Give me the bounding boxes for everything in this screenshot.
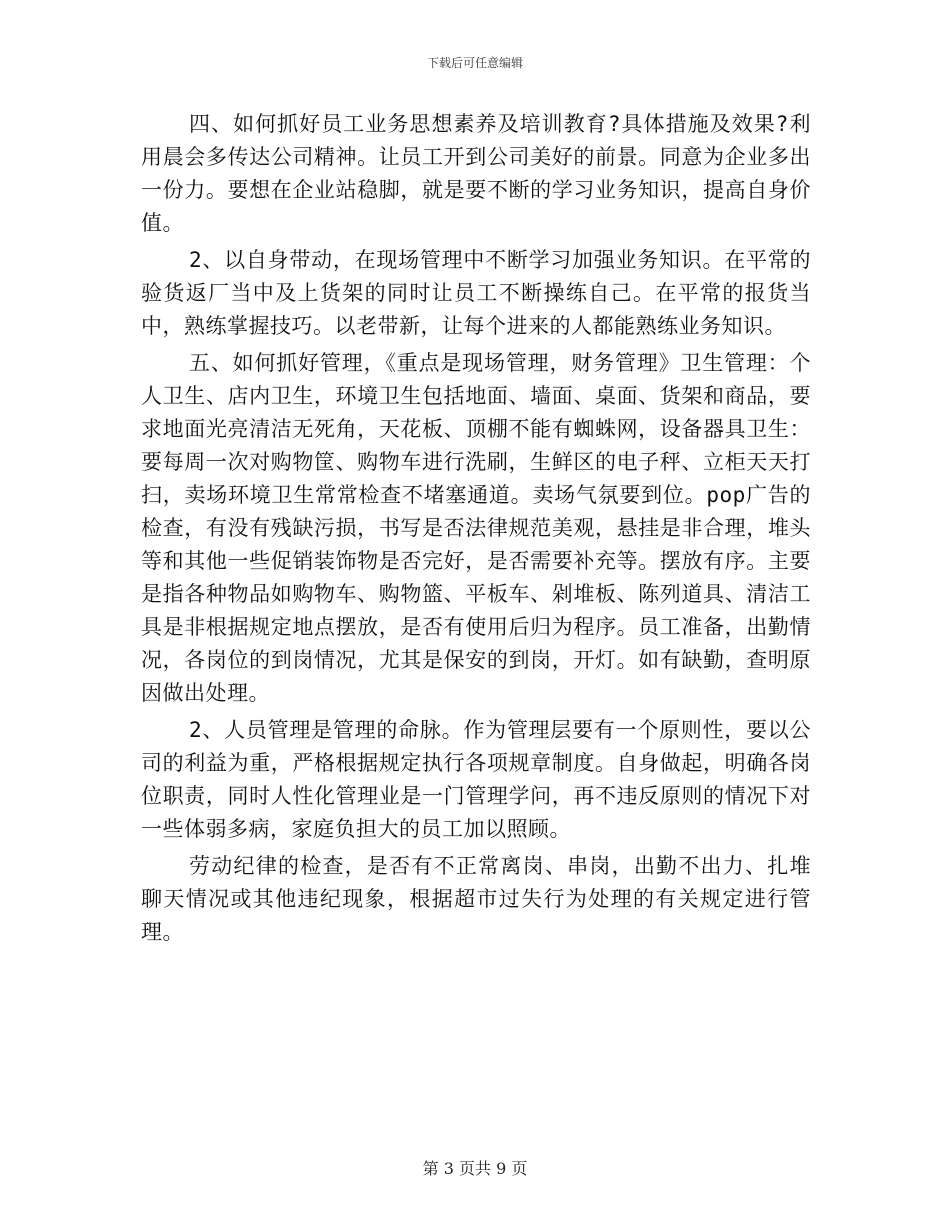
paragraph-personnel-management: 2、人员管理是管理的命脉。作为管理层要有一个原则性，要以公司的利益为重，严格根据规定执行各项规章制度。自身做起，明确各岗位职责，同时人性化管理业是一门管理学问，再不违反原则的情况下对一些体弱多病，家庭负担大的员工加以照顾。	[141, 718, 811, 841]
paragraph-training: 四、如何抓好员工业务思想素养及培训教育?具体措施及效果?利用晨会多传达公司精神。让员工开到公司美好的前景。同意为企业多出一份力。要想在企业站稳脚，就是要不断的学习业务知识，提高自身价值。	[141, 112, 811, 235]
paragraph-labor-discipline: 劳动纪律的检查，是否有不正常离岗、串岗，出勤不出力、扎堆聊天情况或其他违纪现象，根据超市过失行为处理的有关规定进行管理。	[141, 854, 811, 944]
document-body	[141, 108, 811, 949]
page-number: 第 3 页共 9 页	[422, 1159, 528, 1178]
paragraph-self-lead: 2、以自身带动，在现场管理中不断学习加强业务知识。在平常的验货返厂当中及上货架的同时让员工不断操练自己。在平常的报货当中，熟练掌握技巧。以老带新，让每个进来的人都能熟练业务知识。	[141, 248, 811, 338]
paragraph-hygiene-management: 五、如何抓好管理，《重点是现场管理，财务管理》卫生管理：个人卫生、店内卫生，环境卫生包括地面、墙面、桌面、货架和商品，要求地面光亮清洁无死角，天花板、顶棚不能有蜘蛛网，设备器具卫生：要每周一次对购物筐、购物车进行洗刷，生鲜区的电子秤、立柜天天打扫，卖场环境卫生常常检查不堵塞通道。卖场气氛要到位。pop广告的检查，有没有残缺污损，书写是否法律规范美观，悬挂是非合理，堆头等和其他一些促销装饰物是否完好，是否需要补充等。摆放有序。主要是指各种物品如购物车、购物篮、平板车、剁堆板、陈列道具、清洁工具是非根据规定地点摆放，是否有使用后归为程序。员工准备，出勤情况，各岗位的到岗情况，尤其是保安的到岗，开灯。如有缺勤，查明原因做出处理。	[141, 351, 811, 705]
page-header: 下载后可任意编辑	[426, 56, 523, 70]
